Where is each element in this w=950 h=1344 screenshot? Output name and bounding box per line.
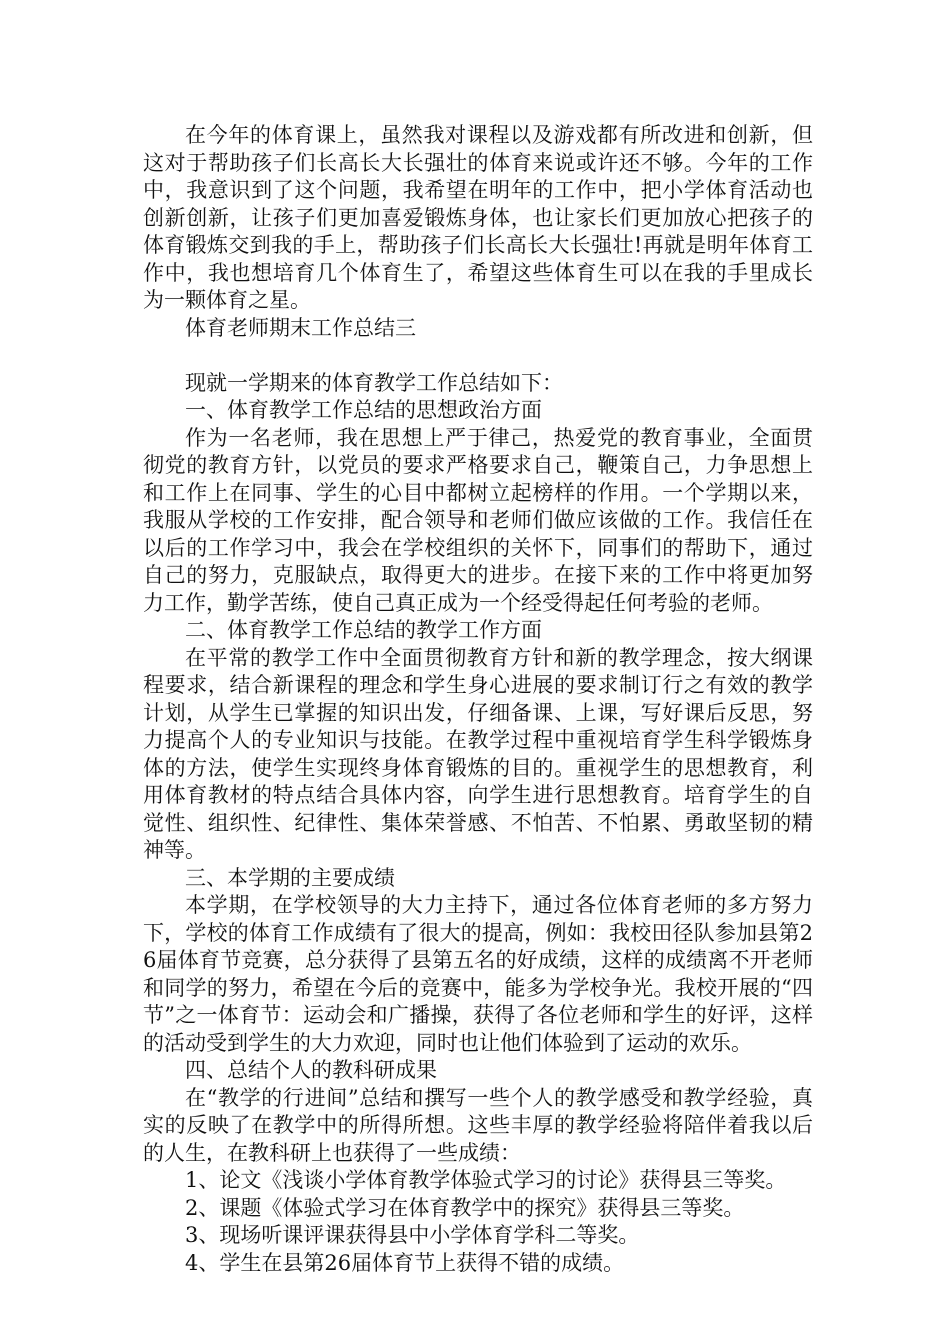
heading-achievements: 三、本学期的主要成绩 <box>185 865 395 890</box>
paragraph-research: 在“教学的行进间”总结和撰写一些个人的教学感受和教学经验，真实的反映了在教学中的所得所想。这些丰厚的教学经验将陪伴着我以后的人生，在教科研上也获得了一些成绩： <box>143 1085 813 1165</box>
list-item: 2、课题《体验式学习在体育教学中的探究》获得县三等奖。 <box>185 1195 745 1220</box>
section-title-summary-three: 体育老师期末工作总结三 <box>185 315 416 340</box>
document-body <box>143 122 813 1277</box>
intro-line: 现就一学期来的体育教学工作总结如下： <box>185 370 563 395</box>
list-item: 4、学生在县第26届体育节上获得不错的成绩。 <box>185 1250 625 1275</box>
paragraph-achievements: 本学期，在学校领导的大力主持下，通过各位体育老师的多方努力下，学校的体育工作成绩有了很大的提高，例如：我校田径队参加县第26届体育节竞赛，总分获得了县第五名的好成绩，这样的成绩离不开老师和同学的努力，希望在今后的竞赛中，能多为学校争光。我校开展的“四节”之一体育节：运动会和广播操，获得了各位老师和学生的好评，这样的活动受到学生的大力欢迎，同时也让他们体验到了运动的欢乐。 <box>143 893 813 1055</box>
blank-line <box>143 342 813 370</box>
paragraph-political: 作为一名老师，我在思想上严于律己，热爱党的教育事业，全面贯彻党的教育方针，以党员的要求严格要求自己，鞭策自己，力争思想上和工作上在同事、学生的心目中都树立起榜样的作用。一个学期以来，我服从学校的工作安排，配合领导和老师们做应该做的工作。我信任在以后的工作学习中，我会在学校组织的关怀下，同事们的帮助下，通过自己的努力，克服缺点，取得更大的进步。在接下来的工作中将更加努力工作，勤学苦练，使自己真正成为一个经受得起任何考验的老师。 <box>143 425 813 615</box>
heading-political: 一、体育教学工作总结的思想政治方面 <box>185 398 542 422</box>
list-item: 3、现场听课评课获得县中小学体育学科二等奖。 <box>185 1223 640 1247</box>
paragraph-plans-next-year: 在今年的体育课上，虽然我对课程以及游戏都有所改进和创新，但这对于帮助孩子们长高长大长强壮的体育来说或许还不够。今年的工作中，我意识到了这个问题，我希望在明年的工作中，把小学体育活动也创新创新，让孩子们更加喜爱锻炼身体，也让家长们更加放心把孩子的体育锻炼交到我的手上，帮助孩子们长高长大长强壮!再就是明年体育工作中，我也想培育几个体育生了，希望这些体育生可以在我的手里成长为一颗体育之星。 <box>143 123 813 312</box>
heading-research: 四、总结个人的教科研成果 <box>185 1058 437 1082</box>
heading-teaching: 二、体育教学工作总结的教学工作方面 <box>185 618 542 642</box>
list-item: 1、论文《浅谈小学体育教学体验式学习的讨论》获得县三等奖。 <box>185 1168 787 1192</box>
paragraph-teaching: 在平常的教学工作中全面贯彻教育方针和新的教学理念，按大纲课程要求，结合新课程的理念和学生身心进展的要求制订行之有效的教学计划，从学生已掌握的知识出发，仔细备课、上课，写好课后反思，努力提高个人的专业知识与技能。在教学过程中重视培育学生科学锻炼身体的方法，使学生实现终身体育锻炼的目的。重视学生的思想教育，利用体育教材的特点结合具体内容，向学生进行思想教育。培育学生的自觉性、组织性、纪律性、集体荣誉感、不怕苦、不怕累、勇敢坚韧的精神等。 <box>143 645 813 862</box>
